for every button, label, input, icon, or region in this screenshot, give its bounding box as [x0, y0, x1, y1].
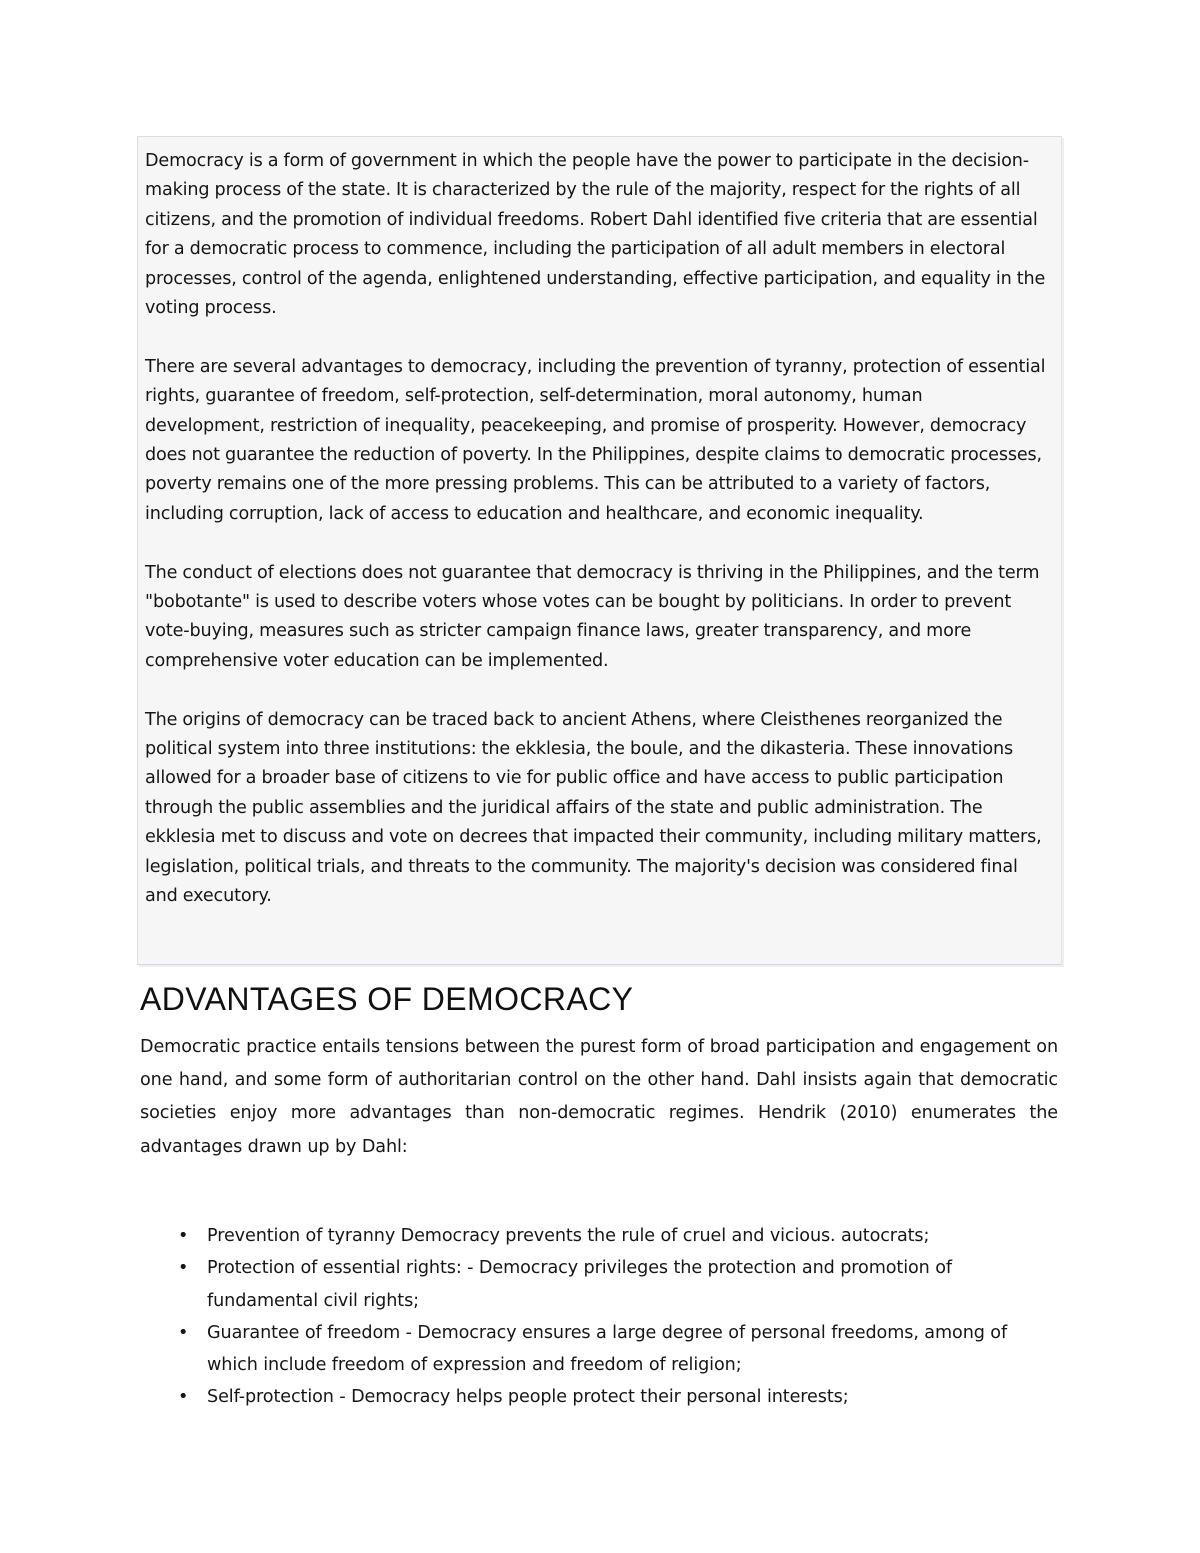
document-body — [140, 0, 1060, 1413]
advantages-bullet-list — [140, 1220, 1058, 1413]
shaded-quote-block — [137, 136, 1062, 965]
section-heading-advantages-of-democracy: ADVANTAGES OF DEMOCRACY — [140, 980, 634, 1017]
list-item-label: Self-protection - Democracy helps people protect their personal interests; — [207, 1387, 849, 1408]
list-item — [140, 1252, 1058, 1316]
list-item-label: Prevention of tyranny Democracy prevents the rule of cruel and vicious. autocrats; — [207, 1226, 930, 1247]
quote-paragraph-2: There are several advantages to democracy, including the prevention of tyranny, protection of essential rights, guarantee of freedom, self-protection, self-determination, moral autonomy, human development, restriction of inequality, peacekeeping, and promise of prosperity. However, democracy does not guarantee the reduction of poverty. In the Philippines, despite claims to democratic processes, poverty remains one of the more pressing problems. This can be attributed to a variety of factors, including corruption, lack of access to education and healthcare, and economic inequality. — [145, 356, 1046, 524]
bullet-icon: • — [178, 1226, 189, 1247]
quote-paragraph-4: The origins of democracy can be traced back to ancient Athens, where Cleisthenes reorganized the political system into three institutions: the ekklesia, the boule, and the dikasteria. These innovations allowed for a broader base of citizens to vie for public office and have access to public participation through the public assemblies and the juridical affairs of the state and public administration. The ekklesia met to discuss and vote on decrees that impacted their community, including military matters, legislation, political trials, and threats to the community. The majority's decision was considered final and executory. — [145, 709, 1042, 907]
list-item-label: Protection of essential rights: - Democracy privileges the protection and promotion of fundamental civil rights; — [207, 1258, 952, 1311]
bullet-icon: • — [178, 1322, 189, 1343]
list-item-label: Guarantee of freedom - Democracy ensures a large degree of personal freedoms, among of which include freedom of expression and freedom of religion; — [207, 1322, 1008, 1375]
quote-paragraph-1: Democracy is a form of government in which the people have the power to participate in the decision-making process of the state. It is characterized by the rule of the majority, respect for the rights of all citizens, and the promotion of individual freedoms. Robert Dahl identified five criteria that are essential for a democratic process to commence, including the participation of all adult members in electoral processes, control of the agenda, enlightened understanding, effective participation, and equality in the voting process. — [145, 151, 1046, 319]
list-item — [140, 1317, 1058, 1381]
quote-paragraph-3: The conduct of elections does not guarantee that democracy is thriving in the Philippines, and the term "bobotante" is used to describe voters whose votes can be bought by politicians. In order to prevent vote-buying, measures such as stricter campaign finance laws, greater transparency, and more comprehensive voter education can be implemented. — [145, 562, 1040, 671]
bullet-icon: • — [178, 1258, 189, 1279]
bullet-icon: • — [178, 1387, 189, 1408]
section-intro-paragraph: Democratic practice entails tensions between the purest form of broad participation and engagement on one hand, and some form of authoritarian control on the other hand. Dahl insists again that democratic societies enjoy more advantages than non-democratic regimes. Hendrik (2010) enumerates the advantages drawn up by Dahl: — [140, 1036, 1058, 1157]
list-item — [140, 1220, 1058, 1252]
list-item — [140, 1381, 1058, 1413]
